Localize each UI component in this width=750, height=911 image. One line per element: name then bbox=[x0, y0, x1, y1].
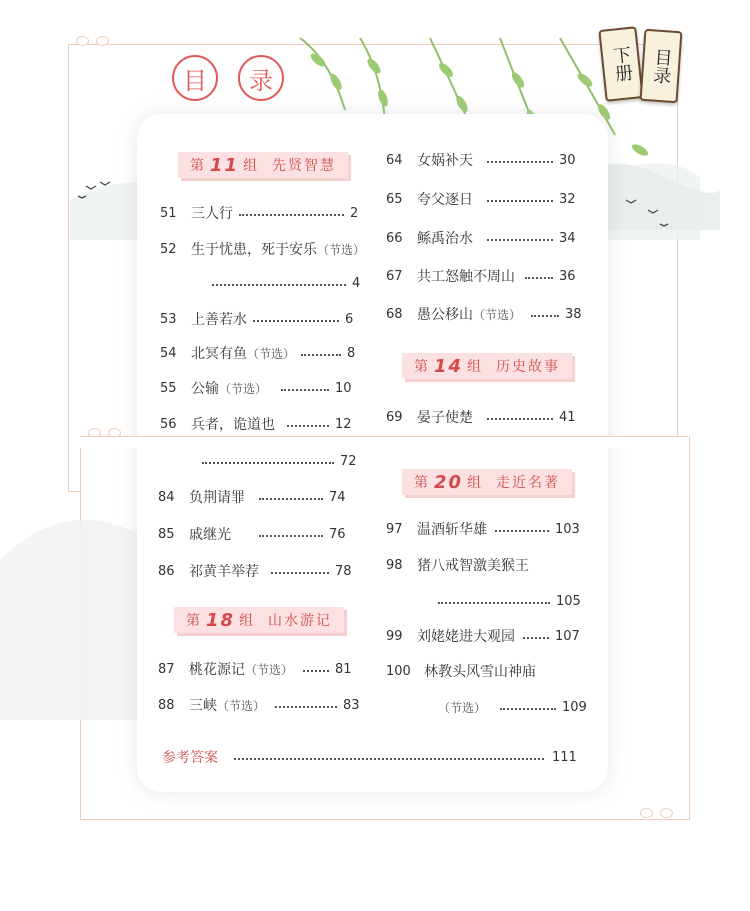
section-name: 历史故事 bbox=[495, 359, 560, 375]
entry-number: 56 bbox=[160, 416, 177, 432]
scroll-tag-contents: 目录 bbox=[640, 29, 683, 103]
leader-dots bbox=[259, 535, 323, 537]
section-name: 先贤智慧 bbox=[271, 158, 336, 174]
leader-dots bbox=[531, 315, 559, 317]
section-suffix: 组 bbox=[467, 359, 484, 375]
entry-page: 83 bbox=[343, 697, 360, 713]
entry-page: 81 bbox=[335, 661, 352, 677]
entry-page: 41 bbox=[559, 409, 576, 425]
entry-number: 67 bbox=[386, 268, 403, 284]
entry-number: 87 bbox=[158, 661, 175, 677]
entry-title: 鲧禹治水 bbox=[417, 231, 473, 247]
entry-number: 84 bbox=[158, 489, 175, 505]
leader-dots bbox=[275, 706, 337, 708]
entry-page: 10 bbox=[335, 380, 352, 396]
section-badge-g20 bbox=[402, 469, 572, 495]
toc-entry[interactable] bbox=[160, 308, 353, 330]
leader-dots bbox=[487, 161, 553, 163]
section-number: 11 bbox=[210, 154, 240, 176]
entry-number: 66 bbox=[386, 230, 403, 246]
toc-entry[interactable] bbox=[386, 227, 576, 249]
entry-title: 兵者，诡道也 bbox=[191, 417, 275, 433]
leader-dots bbox=[301, 354, 341, 356]
leader-dots bbox=[487, 239, 553, 241]
entry-title: 戚继光 bbox=[189, 527, 231, 543]
toc-entry[interactable] bbox=[160, 202, 358, 224]
entry-number: 54 bbox=[160, 345, 177, 361]
entry-note: （节选） bbox=[217, 698, 266, 713]
toc-entry[interactable] bbox=[158, 560, 352, 582]
entry-title: 祁黄羊举荐 bbox=[189, 564, 259, 580]
section-name: 山水游记 bbox=[267, 613, 332, 629]
toc-entry-continuation[interactable] bbox=[438, 590, 581, 612]
section-suffix: 组 bbox=[467, 475, 484, 491]
entry-page: 12 bbox=[335, 416, 352, 432]
section-number: 20 bbox=[434, 471, 464, 493]
leader-dots bbox=[234, 758, 544, 760]
toc-entry[interactable] bbox=[386, 149, 576, 171]
entry-page: 76 bbox=[329, 526, 346, 542]
entry-page: 2 bbox=[350, 205, 359, 221]
entry-title: 三人行 bbox=[191, 206, 233, 222]
entry-page: 8 bbox=[347, 345, 356, 361]
entry-note: （节选） bbox=[219, 381, 268, 396]
entry-page: 30 bbox=[559, 152, 576, 168]
toc-entry-continuation[interactable] bbox=[202, 450, 357, 472]
entry-number: 100 bbox=[386, 663, 411, 679]
entry-page: 6 bbox=[345, 311, 354, 327]
entry-page: 36 bbox=[559, 268, 576, 284]
entry-note: （节选） bbox=[247, 346, 296, 361]
entry-page: 72 bbox=[340, 453, 357, 469]
entry-title: 女娲补天 bbox=[417, 153, 473, 169]
entry-number: 88 bbox=[158, 697, 175, 713]
entry-number: 85 bbox=[158, 526, 175, 542]
leader-dots bbox=[259, 498, 323, 500]
toc-entry[interactable] bbox=[386, 303, 582, 325]
entry-title: 桃花源记 bbox=[189, 662, 245, 678]
toc-entry[interactable] bbox=[386, 406, 576, 428]
leader-dots bbox=[487, 200, 553, 202]
entry-number: 52 bbox=[160, 241, 177, 257]
entry-title: 北冥有鱼 bbox=[191, 346, 247, 362]
toc-entry[interactable] bbox=[160, 413, 352, 435]
entry-title: 林教头风雪山神庙 bbox=[424, 664, 536, 680]
section-prefix: 第 bbox=[190, 158, 206, 174]
entry-number: 98 bbox=[386, 557, 403, 573]
entry-note: （节选） bbox=[317, 242, 366, 257]
entry-number: 99 bbox=[386, 628, 403, 644]
entry-page: 4 bbox=[352, 275, 361, 291]
toc-entry[interactable] bbox=[158, 658, 352, 680]
leader-dots bbox=[281, 389, 329, 391]
toc-entry[interactable] bbox=[386, 660, 536, 682]
leader-dots bbox=[253, 320, 339, 322]
toc-entry-continuation[interactable] bbox=[438, 696, 587, 718]
section-number: 18 bbox=[206, 609, 236, 631]
entry-page: 32 bbox=[559, 191, 576, 207]
section-prefix: 第 bbox=[414, 359, 430, 375]
leader-dots bbox=[271, 572, 329, 574]
section-suffix: 组 bbox=[239, 613, 256, 629]
scroll-tag-volume: 下册 bbox=[598, 26, 643, 102]
entry-page: 103 bbox=[555, 521, 580, 537]
entry-title: 负荆请罪 bbox=[189, 490, 245, 506]
leader-dots bbox=[438, 602, 550, 604]
entry-number: 97 bbox=[386, 521, 403, 537]
entry-page: 34 bbox=[559, 230, 576, 246]
entry-page: 105 bbox=[556, 593, 581, 609]
section-badge-g11 bbox=[178, 152, 348, 178]
entry-page: 78 bbox=[335, 563, 352, 579]
entry-number: 69 bbox=[386, 409, 403, 425]
entry-page: 38 bbox=[565, 306, 582, 322]
entry-number: 64 bbox=[386, 152, 403, 168]
entry-title: 上善若水 bbox=[191, 312, 247, 328]
toc-entry[interactable] bbox=[386, 554, 529, 576]
answers-label: 参考答案 bbox=[162, 750, 218, 766]
entry-title: 公输 bbox=[191, 381, 219, 397]
leader-dots bbox=[523, 637, 549, 639]
leader-dots bbox=[212, 284, 346, 286]
toc-entry[interactable] bbox=[158, 486, 346, 508]
entry-title: 愚公移山 bbox=[417, 307, 473, 323]
front-page-frame-top-edge bbox=[80, 436, 688, 437]
entry-note: （节选） bbox=[473, 307, 522, 322]
leader-dots bbox=[202, 462, 334, 464]
toc-entry[interactable] bbox=[158, 694, 360, 716]
entry-number: 51 bbox=[160, 205, 177, 221]
toc-entry[interactable] bbox=[386, 188, 576, 210]
entry-number: 65 bbox=[386, 191, 403, 207]
heading-char-mu: 目 bbox=[172, 55, 218, 101]
leader-dots bbox=[500, 708, 556, 710]
entry-number: 86 bbox=[158, 563, 175, 579]
entry-title: 三峡 bbox=[189, 698, 217, 714]
toc-entry[interactable] bbox=[386, 265, 576, 287]
section-suffix: 组 bbox=[243, 158, 260, 174]
toc-entry[interactable] bbox=[160, 342, 355, 364]
entry-title: 猪八戒智激美猴王 bbox=[417, 558, 529, 574]
entry-note: （节选） bbox=[438, 700, 487, 715]
leader-dots bbox=[525, 277, 553, 279]
toc-entry[interactable] bbox=[386, 518, 580, 540]
leader-dots bbox=[239, 214, 344, 216]
entry-title: 共工怒触不周山 bbox=[417, 269, 515, 285]
entry-page: 107 bbox=[555, 628, 580, 644]
leader-dots bbox=[487, 418, 553, 420]
entry-title: 夸父逐日 bbox=[417, 192, 473, 208]
entry-page: 109 bbox=[562, 699, 587, 715]
section-prefix: 第 bbox=[414, 475, 430, 491]
entry-title: 温酒斩华雄 bbox=[417, 522, 487, 538]
toc-entry[interactable] bbox=[160, 377, 352, 399]
heading-char-lu: 录 bbox=[238, 55, 284, 101]
toc-entry[interactable] bbox=[386, 625, 580, 647]
toc-entry[interactable] bbox=[160, 238, 365, 260]
entry-note: （节选） bbox=[245, 662, 294, 677]
leader-dots bbox=[287, 425, 329, 427]
entry-title: 晏子使楚 bbox=[417, 410, 473, 426]
section-name: 走近名著 bbox=[495, 475, 560, 491]
leader-dots bbox=[495, 530, 549, 532]
answers-page: 111 bbox=[552, 749, 577, 765]
toc-entry[interactable] bbox=[158, 523, 346, 545]
entry-title: 刘姥姥进大观园 bbox=[417, 629, 515, 645]
entry-page: 74 bbox=[329, 489, 346, 505]
entry-number: 55 bbox=[160, 380, 177, 396]
toc-entry-continuation[interactable] bbox=[212, 272, 360, 294]
page-divider-strip bbox=[75, 436, 689, 448]
entry-number: 53 bbox=[160, 311, 177, 327]
section-prefix: 第 bbox=[186, 613, 202, 629]
entry-number: 68 bbox=[386, 306, 403, 322]
section-number: 14 bbox=[434, 355, 464, 377]
section-badge-g18 bbox=[174, 607, 344, 633]
section-badge-g14 bbox=[402, 353, 572, 379]
leader-dots bbox=[303, 670, 329, 672]
answers-entry[interactable] bbox=[162, 746, 577, 768]
entry-title: 生于忧患，死于安乐 bbox=[191, 242, 317, 258]
